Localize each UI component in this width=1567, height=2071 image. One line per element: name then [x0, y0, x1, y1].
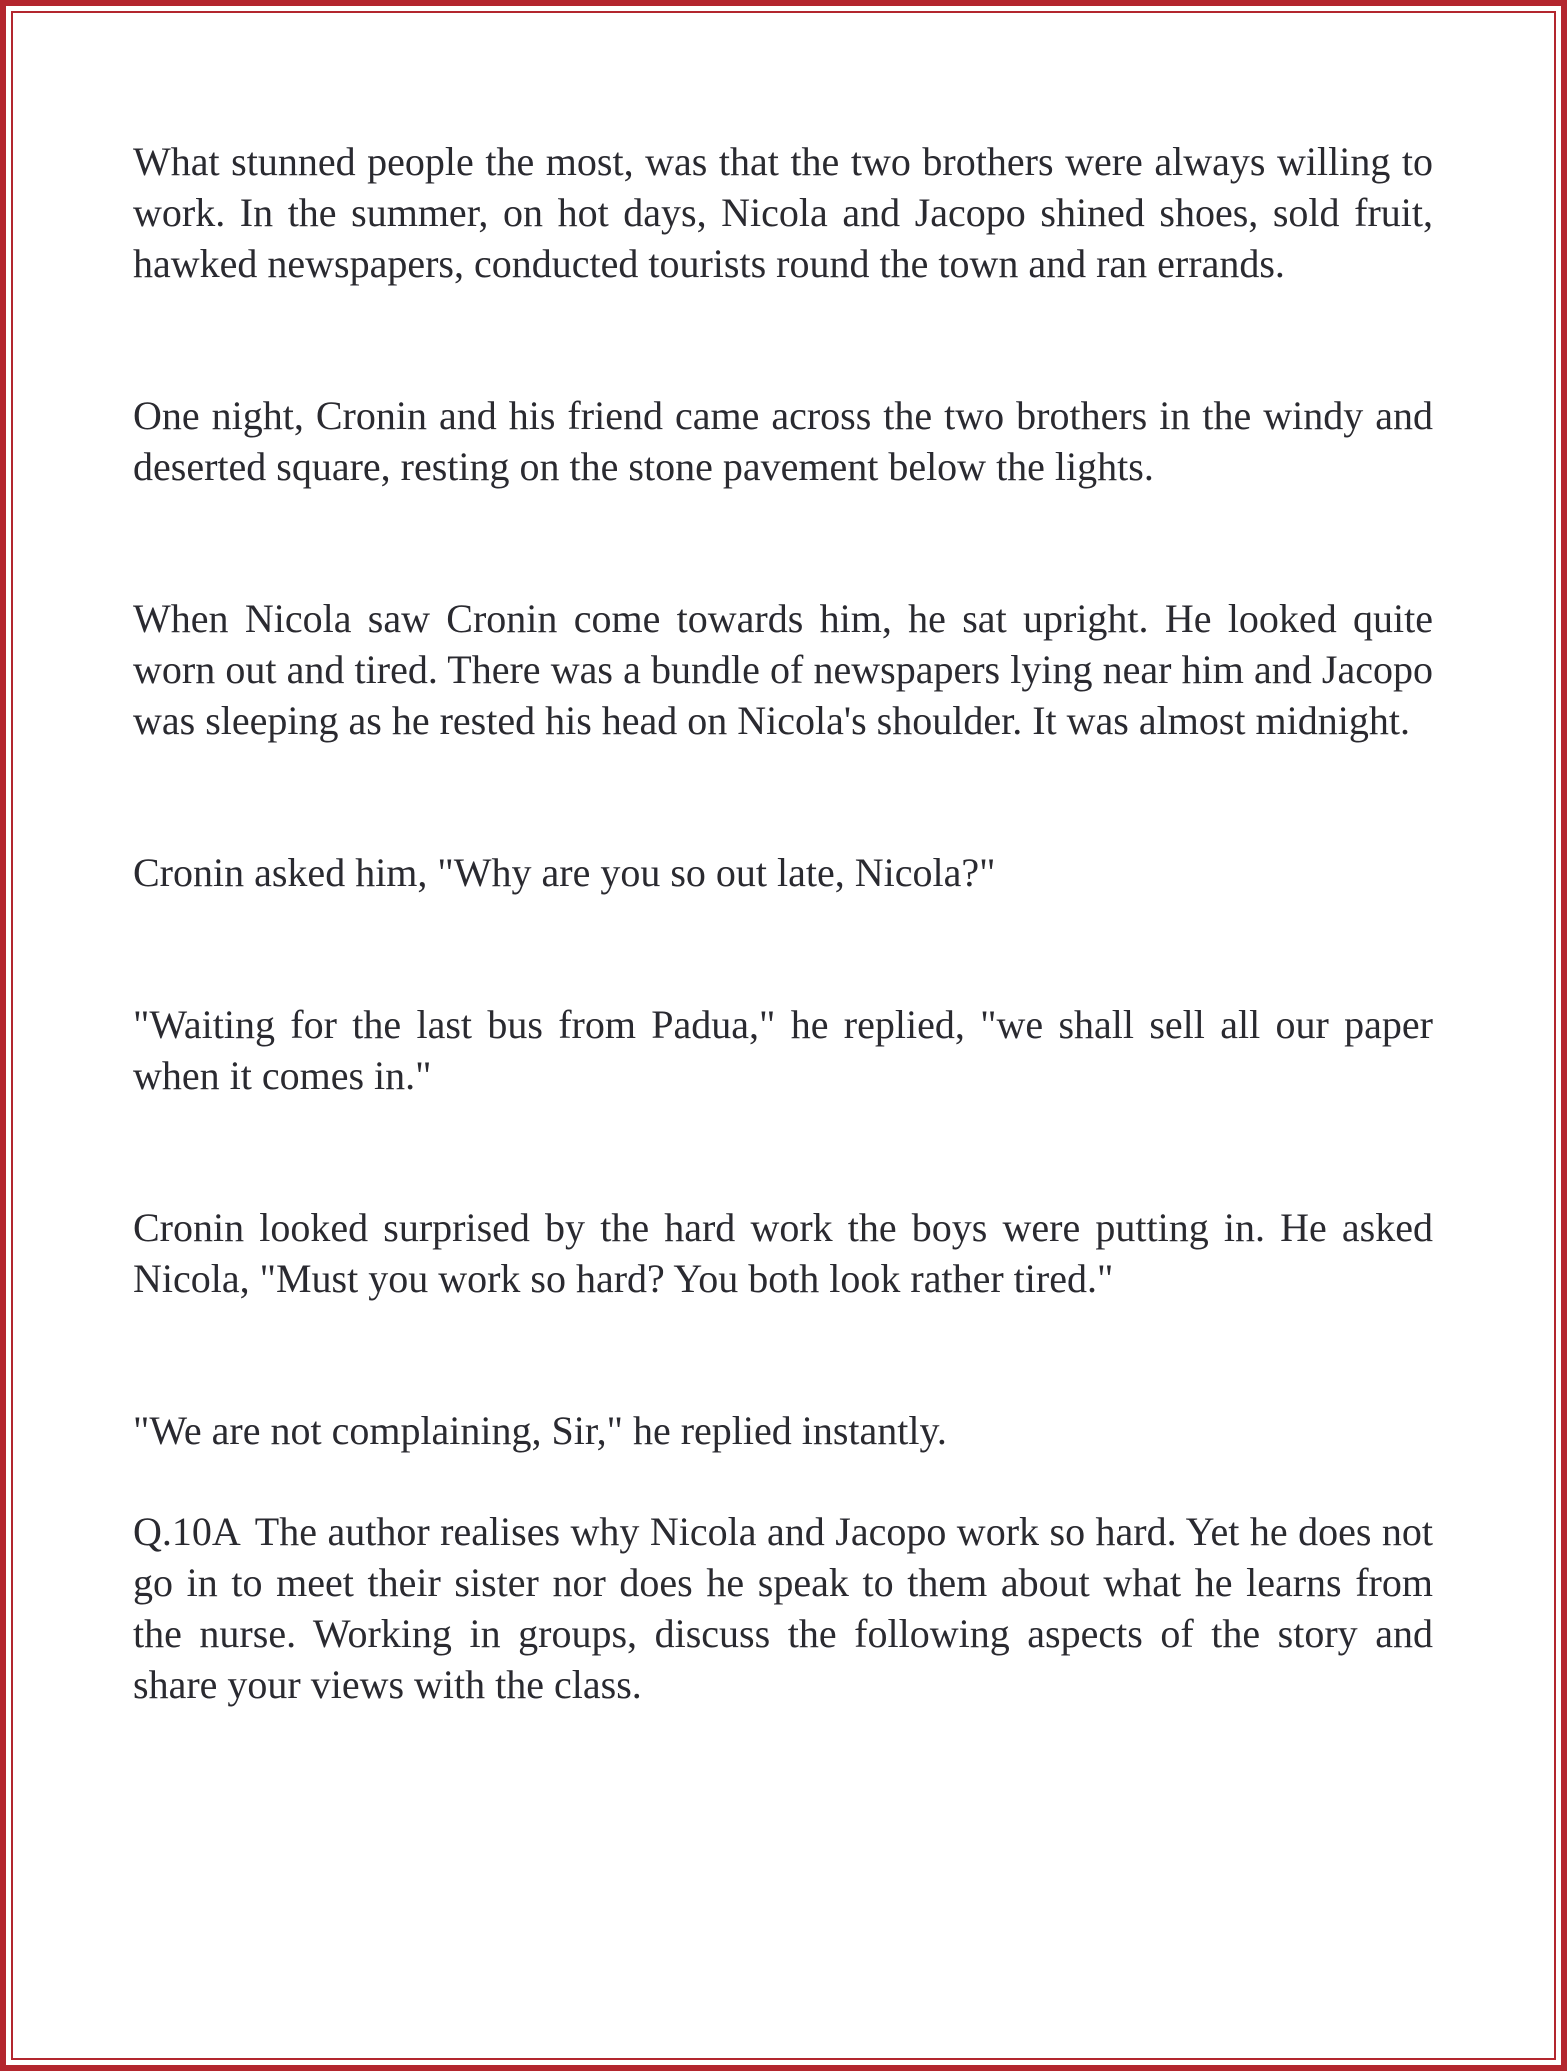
- paragraph-not-complaining: "We are not complaining, Sir," he replied instantly.: [133, 1408, 947, 1453]
- paragraph-night-square: One night, Cronin and his friend came across the two brothers in the windy and deserted square, resting on the stone pavement below the lights.: [133, 393, 1433, 489]
- paragraph-work-hard: Cronin looked surprised by the hard work the boys were putting in. He asked Nicola, "Must you work so hard? You both look rather tired.": [133, 1205, 1433, 1301]
- paragraph-cronin-asks: Cronin asked him, "Why are you so out late, Nicola?": [133, 850, 996, 895]
- paragraph-waiting-bus: "Waiting for the last bus from Padua," he replied, "we shall sell all our paper when it comes in.": [133, 1002, 1433, 1098]
- paragraph-brothers-work: What stunned people the most, was that the two brothers were always willing to work. In the summer, on hot days, Nicola and Jacopo shined shoes, sold fruit, hawked newspapers, conducted tourists round the town and ran errands.: [133, 139, 1433, 286]
- document-body: [133, 136, 1433, 1710]
- question-10a: [133, 1506, 1433, 1710]
- question-label: Q.10A: [133, 1509, 241, 1554]
- paragraph-nicola-tired: When Nicola saw Cronin come towards him, he sat upright. He looked quite worn out and tired. There was a bundle of newspapers lying near him and Jacopo was sleeping as he rested his head on Nicola's shoulder. It was almost midnight.: [133, 596, 1433, 743]
- question-text: The author realises why Nicola and Jacopo work so hard. Yet he does not go in to meet their sister nor does he speak to them about what he learns from the nurse. Working in groups, discuss the following aspects of the story and share your views with the class.: [133, 1509, 1433, 1707]
